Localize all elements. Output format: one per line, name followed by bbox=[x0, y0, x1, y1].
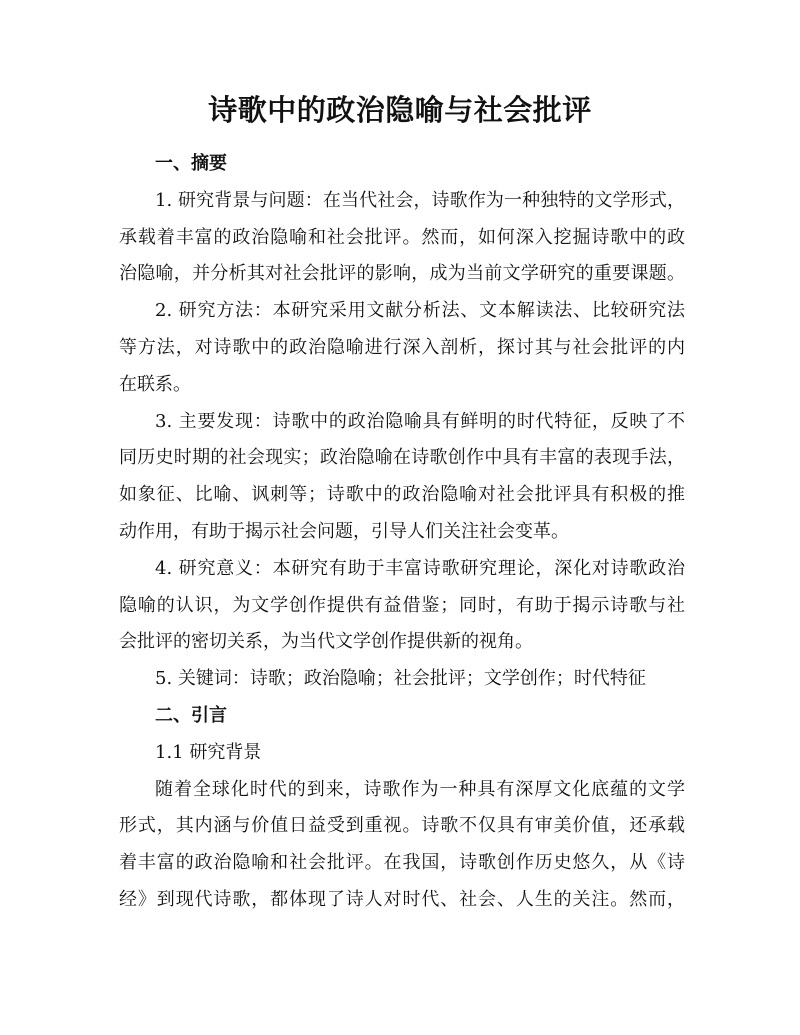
paragraph-line: 4. 研究意义：本研究有助于丰富诗歌研究理论，深化对诗歌政治 bbox=[155, 557, 685, 579]
document-title: 诗歌中的政治隐喻与社会批评 bbox=[208, 93, 592, 127]
section-heading-introduction: 二、引言 bbox=[155, 704, 227, 726]
paragraph-line: 如象征、比喻、讽刺等；诗歌中的政治隐喻对社会批评具有积极的推 bbox=[119, 484, 685, 506]
paragraph-line: 同历史时期的社会现实；政治隐喻在诗歌创作中具有丰富的表现手法， bbox=[119, 447, 685, 469]
paragraph-line: 等方法，对诗歌中的政治隐喻进行深入剖析，探讨其与社会批评的内 bbox=[119, 336, 685, 358]
abstract-item-5 bbox=[119, 661, 685, 698]
abstract-item-3 bbox=[119, 404, 685, 551]
subsection-heading-background: 1.1 研究背景 bbox=[155, 741, 262, 763]
abstract-item-4 bbox=[119, 551, 685, 661]
paragraph-line: 会批评的密切关系，为当代文学创作提供新的视角。 bbox=[119, 631, 533, 653]
paragraph-line: 承载着丰富的政治隐喻和社会批评。然而，如何深入挖掘诗歌中的政 bbox=[119, 226, 685, 248]
document-body bbox=[119, 146, 685, 919]
paragraph-line: 1. 研究背景与问题：在当代社会，诗歌作为一种独特的文学形式， bbox=[155, 189, 685, 211]
paragraph-line: 隐喻的认识，为文学创作提供有益借鉴；同时，有助于揭示诗歌与社 bbox=[119, 594, 685, 616]
section-heading-abstract: 一、摘要 bbox=[155, 153, 227, 174]
paragraph-line: 形式，其内涵与价值日益受到重视。诗歌不仅具有审美价值，还承载 bbox=[119, 815, 685, 837]
paragraph-line: 5. 关键词：诗歌；政治隐喻；社会批评；文学创作；时代特征 bbox=[155, 668, 646, 690]
paragraph-line: 2. 研究方法：本研究采用文献分析法、文本解读法、比较研究法 bbox=[155, 300, 685, 322]
background-paragraph bbox=[119, 772, 685, 919]
abstract-item-2 bbox=[119, 293, 685, 403]
abstract-item-1 bbox=[119, 183, 685, 293]
paragraph-line: 着丰富的政治隐喻和社会批评。在我国，诗歌创作历史悠久，从《诗 bbox=[119, 852, 685, 874]
paragraph-line: 3. 主要发现：诗歌中的政治隐喻具有鲜明的时代特征，反映了不 bbox=[155, 410, 685, 432]
paragraph-line: 在联系。 bbox=[119, 373, 191, 395]
paragraph-line: 动作用，有助于揭示社会问题，引导人们关注社会变革。 bbox=[119, 520, 569, 542]
paragraph-line: 治隐喻，并分析其对社会批评的影响，成为当前文学研究的重要课题。 bbox=[119, 263, 685, 285]
paragraph-line: 经》到现代诗歌，都体现了诗人对时代、社会、人生的关注。然而， bbox=[119, 888, 685, 910]
paragraph-line: 随着全球化时代的到来，诗歌作为一种具有深厚文化底蕴的文学 bbox=[155, 778, 685, 800]
